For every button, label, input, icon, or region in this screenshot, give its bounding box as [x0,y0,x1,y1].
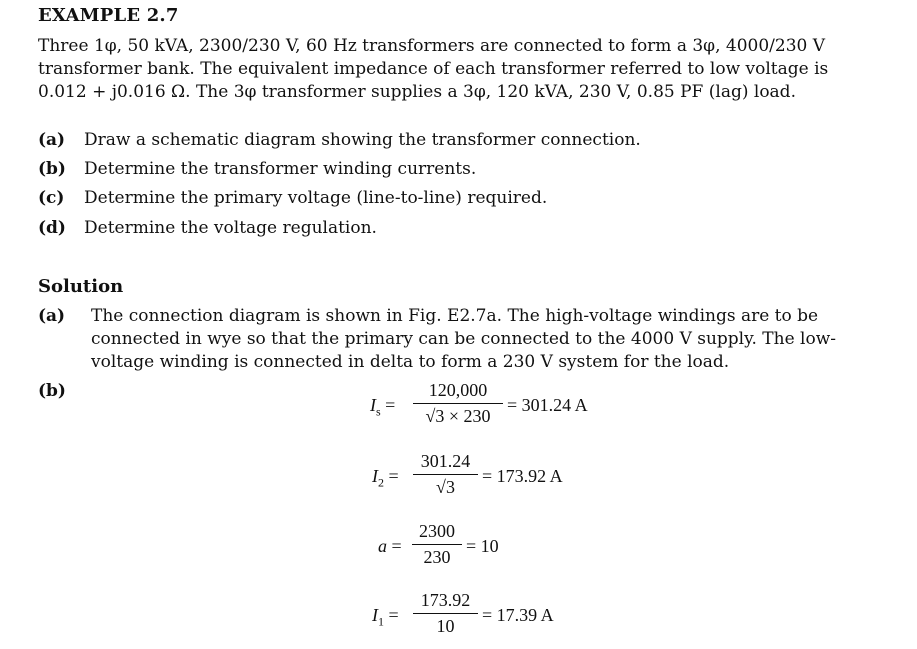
task-d-label: (d) [38,218,66,238]
solution-a-text [91,305,836,374]
equation-i1-fraction [413,590,478,637]
equation-i1-numerator: 173.92 [420,590,471,610]
fraction-bar [413,474,478,475]
equation-i2-denominator: √3 [436,477,455,497]
task-d-text: Determine the voltage regulation. [84,218,377,238]
problem-line-2: transformer bank. The equivalent impedance of each transformer referred to low voltage is [38,59,829,79]
task-b-text: Determine the transformer winding currents. [84,159,477,179]
equation-is-lhs: $I_s$ = [370,395,396,419]
example-title: EXAMPLE 2.7 [38,5,179,26]
equation-is-fraction [413,380,503,427]
task-a-text: Draw a schematic diagram showing the transformer connection. [84,130,641,150]
equation-i1-denominator: 10 [436,616,455,636]
task-c-label: (c) [38,188,65,208]
solution-a-line-2: connected in wye so that the primary can be connected to the 4000 V supply. The low- [91,329,836,349]
equation-i2-result: = 173.92 A [482,466,563,486]
equation-is-numerator: 120,000 [428,380,488,400]
solution-heading: Solution [38,276,124,297]
equation-i1 [372,590,612,646]
problem-line-1: Three 1φ, 50 kVA, 2300/230 V, 60 Hz transformers are connected to form a 3φ, 4000/230 V [38,36,826,56]
fraction-bar [413,613,478,614]
equation-i2-lhs: $I_2$ = [372,466,399,490]
solution-a-label: (a) [38,306,66,326]
fraction-bar [412,544,462,545]
equation-a-fraction [412,521,462,568]
equation-is-denominator: √3 × 230 [425,406,491,426]
task-c [38,188,547,208]
solution-a-line-3: voltage winding is connected in delta to form a 230 V system for the load. [91,352,730,372]
task-c-text: Determine the primary voltage (line-to-line) required. [84,188,548,208]
task-a-label: (a) [38,130,66,150]
problem-statement [38,35,828,104]
task-b-label: (b) [38,159,66,179]
task-a [38,130,641,150]
solution-b-label: (b) [38,381,66,401]
fraction-bar [413,403,503,404]
problem-line-3: 0.012 + j0.016 Ω. The 3φ transformer supplies a 3φ, 120 kVA, 230 V, 0.85 PF (lag) load. [38,82,796,102]
equation-i1-result: = 17.39 A [482,605,554,625]
equation-i2-numerator: 301.24 [420,451,471,471]
task-b [38,159,476,179]
equation-is [370,380,630,440]
equation-a [378,521,538,581]
equation-a-denominator: 230 [423,547,451,567]
equation-i1-lhs: $I_1$ = [372,605,399,629]
equation-a-numerator: 2300 [419,521,455,541]
equation-i2-fraction [413,451,478,498]
equation-i2 [372,451,612,511]
equation-is-result: = 301.24 A [507,395,588,415]
equation-a-result: = 10 [466,536,499,556]
task-d [38,218,377,238]
equation-a-lhs: a = [378,536,402,556]
solution-a-line-1: The connection diagram is shown in Fig. E2.7a. The high-voltage windings are to be [91,306,819,326]
